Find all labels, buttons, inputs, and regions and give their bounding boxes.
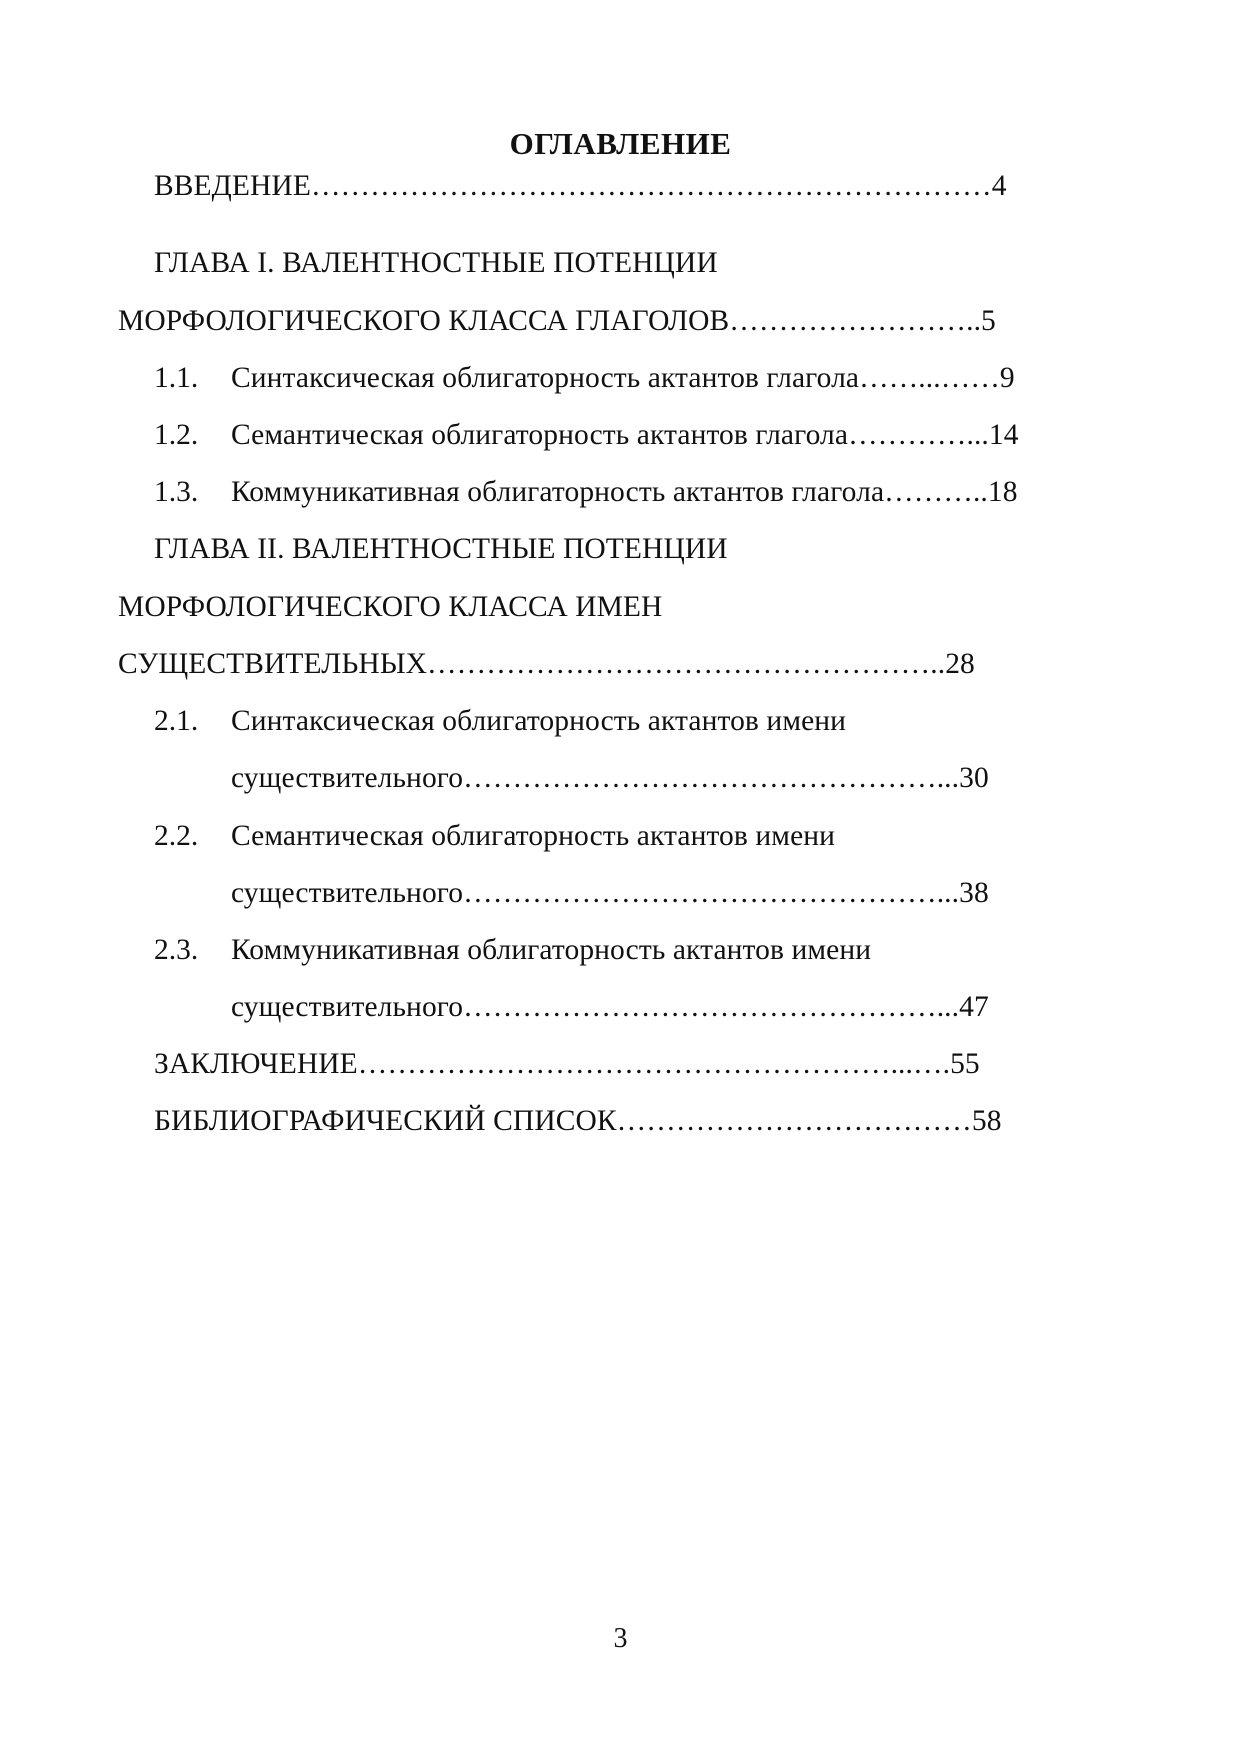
toc-section-2-1-line-1: Синтаксическая облигаторность актантов имени bbox=[231, 705, 847, 737]
toc-chapter-1-line-1: ГЛАВА I. ВАЛЕНТНОСТНЫЕ ПОТЕНЦИИ bbox=[154, 247, 718, 279]
toc-section-2-1-number: 2.1. bbox=[154, 705, 199, 737]
toc-chapter-2-line-2: МОРФОЛОГИЧЕСКОГО КЛАССА ИМЕН bbox=[118, 591, 663, 623]
page-title: ОГЛАВЛЕНИЕ bbox=[509, 126, 732, 161]
toc-section-1-3-number: 1.3. bbox=[154, 476, 199, 508]
toc-section-1-1-number: 1.1. bbox=[154, 362, 199, 394]
toc-item-introduction: ВВЕДЕНИЕ……………………………………………………………4 bbox=[154, 170, 1007, 202]
toc-section-2-3-number: 2.3. bbox=[154, 934, 199, 966]
toc-item-bibliography: БИБЛИОГРАФИЧЕСКИЙ СПИСОК………………………………58 bbox=[154, 1105, 1002, 1137]
toc-chapter-2-line-1: ГЛАВА II. ВАЛЕНТНОСТНЫЕ ПОТЕНЦИИ bbox=[154, 533, 728, 565]
toc-section-2-2-line-2: существительного…………………………………………...38 bbox=[231, 877, 989, 909]
toc-section-2-1-line-2: существительного…………………………………………...30 bbox=[231, 762, 989, 794]
toc-section-1-2: Семантическая облигаторность актантов глагола…………...14 bbox=[231, 419, 1019, 451]
toc-item-conclusion: ЗАКЛЮЧЕНИЕ………………………………………………...….55 bbox=[154, 1048, 980, 1080]
page-number: 3 bbox=[613, 1623, 628, 1654]
toc-section-1-2-number: 1.2. bbox=[154, 419, 199, 451]
toc-section-2-3-line-1: Коммуникативная облигаторность актантов имени bbox=[231, 934, 872, 966]
toc-chapter-1-line-2: МОРФОЛОГИЧЕСКОГО КЛАССА ГЛАГОЛОВ……………………..5 bbox=[118, 305, 996, 337]
toc-section-1-3: Коммуникативная облигаторность актантов глагола………..18 bbox=[231, 476, 1018, 508]
toc-section-2-2-line-1: Семантическая облигаторность актантов имени bbox=[231, 820, 836, 852]
toc-chapter-2-line-3: СУЩЕСТВИТЕЛЬНЫХ……………………………………………..28 bbox=[118, 648, 975, 680]
toc-section-2-3-line-2: существительного…………………………………………...47 bbox=[231, 991, 989, 1023]
toc-section-2-2-number: 2.2. bbox=[154, 820, 199, 852]
toc-section-1-1: Синтаксическая облигаторность актантов глагола……...……9 bbox=[231, 362, 1015, 394]
